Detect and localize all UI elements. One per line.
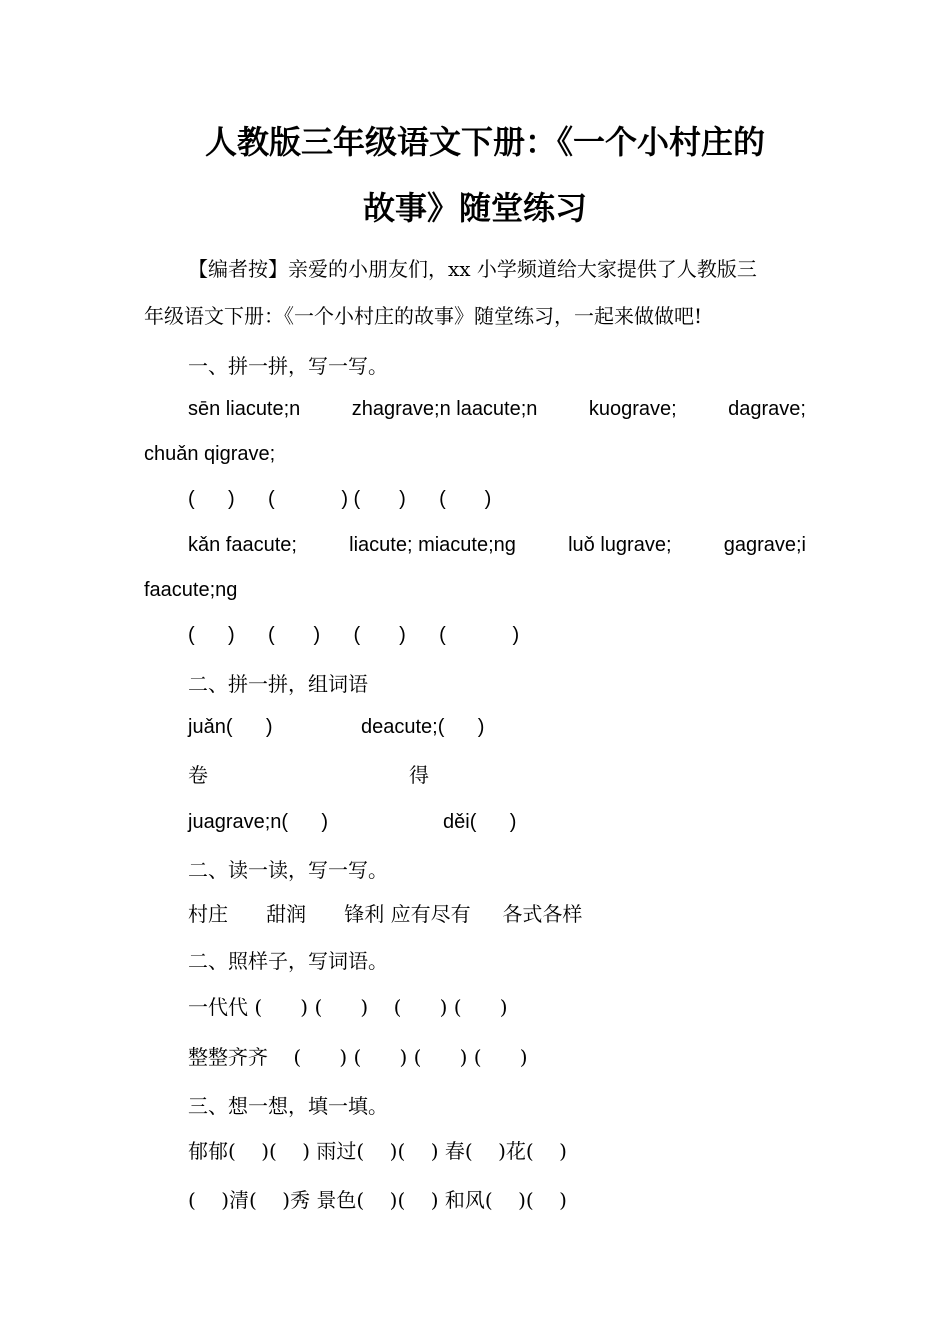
section4-row2: 整整齐齐 ( ) ( ) ( ) ( ) bbox=[188, 1045, 528, 1069]
document-title-line2: 故事》随堂练习 bbox=[362, 189, 587, 227]
section2-char-juan: 卷 bbox=[188, 763, 208, 787]
pinyin-item: kǎn faacute; bbox=[188, 534, 297, 556]
pinyin-item: luǒ lugrave; bbox=[568, 534, 672, 556]
pinyin-item: kuograve; bbox=[588, 398, 677, 420]
section5-row1: 郁郁( )( ) 雨过( )( ) 春( )花( ) bbox=[188, 1139, 567, 1163]
section1-heading: 一、拼一拼，写一写。 bbox=[188, 354, 388, 378]
section1-pinyin-row2-cont: faacute;ng bbox=[144, 579, 238, 601]
intro-line2: 年级语文下册：《一个小村庄的故事》随堂练习，一起来做做吧! bbox=[144, 304, 703, 328]
section1-pinyin-row2 bbox=[188, 531, 806, 559]
section1-pinyin-row1-cont: chuǎn qigrave; bbox=[144, 443, 276, 465]
section2-heading: 二、拼一拼，组词语 bbox=[188, 672, 368, 696]
section5-heading: 三、想一想，填一填。 bbox=[188, 1094, 388, 1118]
intro-line1: 【编者按】亲爱的小朋友们，xx 小学频道给大家提供了人教版三 bbox=[188, 257, 757, 281]
section3-heading: 二、读一读，写一写。 bbox=[188, 858, 388, 882]
section2-juan3: juǎn( ) bbox=[188, 716, 273, 738]
section2-char-de: 得 bbox=[409, 763, 429, 787]
section4-row1: 一代代 ( ) ( ) ( ) ( ) bbox=[188, 995, 508, 1019]
section5-row2: ( )清( )秀 景色( )( ) 和风( )( ) bbox=[188, 1188, 567, 1212]
section4-heading: 二、照样子，写词语。 bbox=[188, 949, 388, 973]
section2-de2: deacute;( ) bbox=[361, 716, 485, 738]
section1-blanks-row2: ( ) ( ) ( ) ( ) bbox=[188, 624, 520, 646]
pinyin-item: dagrave; bbox=[728, 398, 806, 420]
section3-words: 村庄 甜润 锋利 应有尽有 各式各样 bbox=[188, 902, 583, 926]
section2-juan4: juagrave;n( ) bbox=[188, 811, 329, 833]
pinyin-item: gagrave;i bbox=[723, 534, 806, 556]
document-title-line1: 人教版三年级语文下册：《一个小村庄的 bbox=[204, 123, 765, 161]
section1-blanks-row1: ( ) ( ) ( ) ( ) bbox=[188, 488, 492, 510]
pinyin-item: sēn liacute;n bbox=[188, 398, 301, 420]
section1-pinyin-row1 bbox=[188, 395, 806, 423]
section2-dei3: děi( ) bbox=[443, 811, 517, 833]
pinyin-item: zhagrave;n laacute;n bbox=[351, 398, 538, 420]
pinyin-item: liacute; miacute;ng bbox=[349, 534, 516, 556]
